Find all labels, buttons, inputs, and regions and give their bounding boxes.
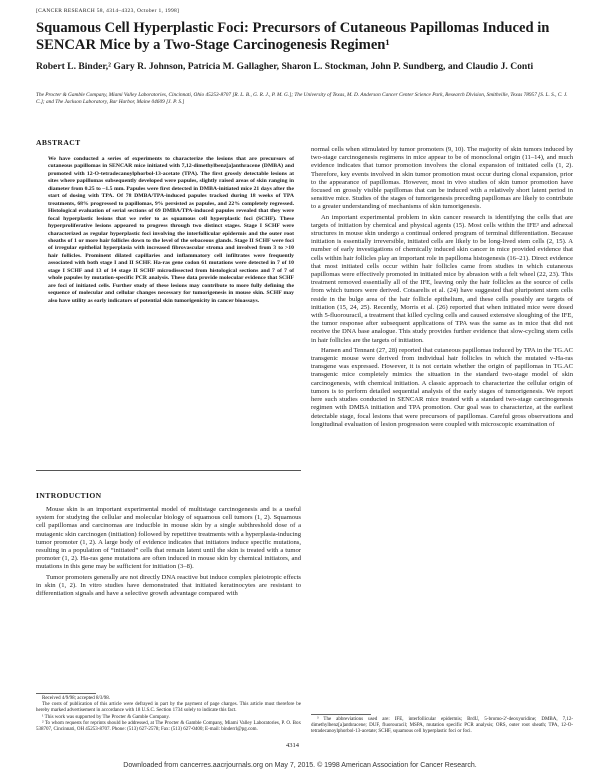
body-paragraph: Hansen and Tennant (27, 28) reported that cutaneous papillomas induced by TPA in the TG.AC transgenic mouse were derived from individual hair follicles in which the mutated v-Ha-ras transgene was expressed. However, it is not certain whether the origin of papillomas in TG.AC transgenic mice completely mimics the situation in the standard two-stage model of skin carcinogenesis, with chemical initiation. A classic approach to characterize the cellular origin of tumors is to perform detailed sequential analysis of the early stages of tumorigenesis. We report here such studies conducted in SENCAR mice treated with a standard two-stage carcinogenesis regimen with DMBA initiation and TPA promotion. Our goal was to characterize, at the earliest detectable stage, focal lesions that were precursors of papillomas. Careful gross observations and longitudinal evaluation of lesion progression were coupled with microscopic examination of xyxy=(311,346,573,428)
author-list: Robert L. Binder,² Gary R. Johnson, Patricia M. Gallagher, Sharon L. Stockman, John P. Sundberg, and Claudio J. Conti xyxy=(36,61,534,72)
abstract-body: We have conducted a series of experiments to characterize the lesions that are precursors of cutaneous papillomas in SENCAR mice initiated with 7,12-dimethylbenz[a]anthracene (DMBA) and promoted with 12-O-tetradecanoylphorbol-13-acetate (TPA). The first grossly detectable lesions at sites where papillomas subsequently developed were papules, slightly raised areas of skin ranging in diameter from 0.25 to ~1.5 mm. Papules were first detected in DMBA-initiated mice 21 days after the start of dosing with TPA. Of 78 DMBA/TPA-induced papules tracked during 18 weeks of TPA treatments, 68% progressed to papillomas, 9% persisted as papules, and 22% completely regressed. Histological evaluation of serial sections of 69 DMBA/TPA-induced papules revealed that they were focal hyperplastic lesions that we refer to as squamous cell hyperplastic foci (SCHF). These hyperproliferative lesions appeared to progress through two distinct stages. Stage I SCHF were characterized as regular hyperplastic foci involving the interfollicular epidermis and the outer root sheaths of 1 or more hair follicles down to the level of the sebaceous glands. Stage II SCHF were foci of irregular epithelial hyperplasia with increased fibrovascular stroma and involved from 3 to >10 hair follicles. Prominent dilated capillaries and inflammatory cell infiltrates were frequently associated with both stage I and II SCHF. Ha-ras gene codon 61 mutations were detected in 7 of 10 stage I SCHF and 13 of 14 stage II SCHF microdissected from histological sections and 7 of 7 of whole papules by mutation-specific PCR analysis. These data provide molecular evidence that SCHF are foci of initiated cells. Further study of these lesions may contribute to more fully defining the sequence of molecular and cellular changes necessary for tumorigenesis in mouse skin. SCHF may also have utility as early indicators of potential skin tumorigenicity in cancer bioassays. xyxy=(48,156,294,304)
abstract-divider xyxy=(36,470,301,471)
left-footnotes xyxy=(36,696,301,733)
footnote: ³ The abbreviations used are: IFE, interfollicular epidermis; BrdU, 5-bromo-2′-deoxyuridine; DMBA, 7,12-dimethylbenz[a]anthracene; DUF, fluorouracil; MSPA, mutation specific PCR analysis; ORS, outer root sheath; TPA, 12-O-tetradecanoylphorbol-13-acetate; SCHF, squamous cell hyperplastic foci or foci. xyxy=(311,717,573,735)
body-paragraph: normal cells when stimulated by tumor promoters (9, 10). The majority of skin tumors induced by two-stage carcinogenesis regimens in mice appear to be of monoclonal origin (11–14), and much evidence indicates that tumor promotion involves the clonal expansion of initiated cells (1, 2). Therefore, key events involved in skin tumor promotion must occur during clonal expansion, prior to the appearance of papillomas. However, most in vivo studies of skin tumor promotion have focused on grossly visible papillomas that can be induced with a relatively short latent period in sensitive mice. Studies of the stages of tumorigenesis preceding papillomas are likely to contribute to a greater understanding of mechanisms of skin tumorigenesis. xyxy=(311,146,573,211)
paper-title: Squamous Cell Hyperplastic Foci: Precursors of Cutaneous Papillomas Induced in SENCAR Mice by a Two-Stage Carcinogenesis Regimen¹ xyxy=(36,20,550,53)
footnote: The costs of publication of this article were defrayed in part by the payment of page charges. This article must therefore be hereby marked advertisement in accordance with 18 U.S.C. Section 1734 solely to indicate this fact. xyxy=(36,702,301,714)
introduction-heading: INTRODUCTION xyxy=(36,491,102,500)
footnote: Received 4/9/98; accepted 8/3/98. xyxy=(42,696,111,701)
body-paragraph: An important experimental problem in skin cancer research is identifying the cells that are targets of initiation by chemical and physical agents (15). Most cells within the IFE³ and adnexal structures in mouse skin undergo a continual ordered program of terminal differentiation. Because initiation is essentially irreversible, initiated cells are likely to be long-lived stem cells (2, 15). A number of early investigations of chemically induced skin cancer in mice provided evidence that cells within hair follicles play an important role in papilloma histogenesis (16–21). Direct evidence that most initiated cells occur within hair follicles came from studies in which cutaneous papillomas were effectively promoted in initiated mice by abrasion with a felt wheel (22, 23). This treatment removed essentially all of the IFE, leaving only the hair follicles as the source of cells from which tumors were derived. Cotsarelis et al. (24) have suggested that pluripotent stem cells reside in the bulge area of the hair follicle epithelium, and these cells possibly are targets of initiation (15, 24, 25). Recently, Morris et al. (26) reported that when initiated mice were dosed with 5-fluorouracil, a treatment that killed cycling cells and caused extensive sloughing of the IFE, the tumor response after subsequent applications of TPA was the same as in mice that did not receive the DNA base analogue. This study provides further evidence that slow-cycling stem cells in hair follicles are the targets of initiation. xyxy=(311,213,573,344)
footnote-divider xyxy=(36,693,96,694)
footnote: ¹ This work was supported by The Procter & Gamble Company. xyxy=(42,714,170,720)
right-footnote xyxy=(311,717,573,736)
footnote-divider xyxy=(311,714,371,715)
intro-paragraph: Tumor promoters generally are not directly DNA reactive but induce complex pleiotropic effects in skin (1, 2). In vitro studies have demonstrated that initiated keratinocytes are resistant to differentiation signals and have a selective growth advantage compared with xyxy=(36,573,301,598)
page-number: 4314 xyxy=(286,742,299,749)
running-header: [CANCER RESEARCH 58, 4314–4323, October 1, 1998] xyxy=(36,8,180,14)
footnote: ² To whom requests for reprints should be addressed, at The Procter & Gamble Company, Miami Valley Laboratories, P. O. Box 538707, Cincinnati, OH 45253-8707. Phone: (513) 627-2578; Fax: (513) 627-0400; E-mail: binderrl@pg.com. xyxy=(36,720,301,733)
right-column-body xyxy=(311,146,573,431)
left-column-body xyxy=(36,506,301,600)
abstract-heading: ABSTRACT xyxy=(36,138,81,147)
intro-paragraph: Mouse skin is an important experimental model of multistage carcinogenesis and is a useful system for studying the cellular and molecular biology of squamous cell tumors (1, 2). Squamous cell papillomas and carcinomas are inducible in mouse skin by a single subthreshold dose of a mutagenic skin carcinogen (initiation) followed by repetitive treatments with a hyperplasia-inducing tumor promoter (1, 2). A large body of evidence indicates that initiators induce specific mutations, resulting in a population of “initiated” cells that remain latent until the skin is treated with a tumor promoter (1, 2). Ha-ras gene mutations are often induced in mouse skin by chemical initiators, and mutations in this gene may be sufficient for initiation (3–8). xyxy=(36,506,301,571)
download-footer[interactable]: Downloaded from cancerres.aacrjournals.org on May 7, 2015. © 1998 American Association for Cancer Research. xyxy=(123,762,477,769)
affiliations: The Procter & Gamble Company, Miami Valley Laboratories, Cincinnati, Ohio 45253-8707 [R. L. B., G. R. J., P. M. G.]; The University of Texas, M. D. Anderson Cancer Center Science Park, Research Division, Smithville, Texas 78957 [S. L. S., C. J. C.]; and The Jackson Laboratory, Bar Harbor, Maine 04609 [J. P. S.] xyxy=(36,92,568,105)
